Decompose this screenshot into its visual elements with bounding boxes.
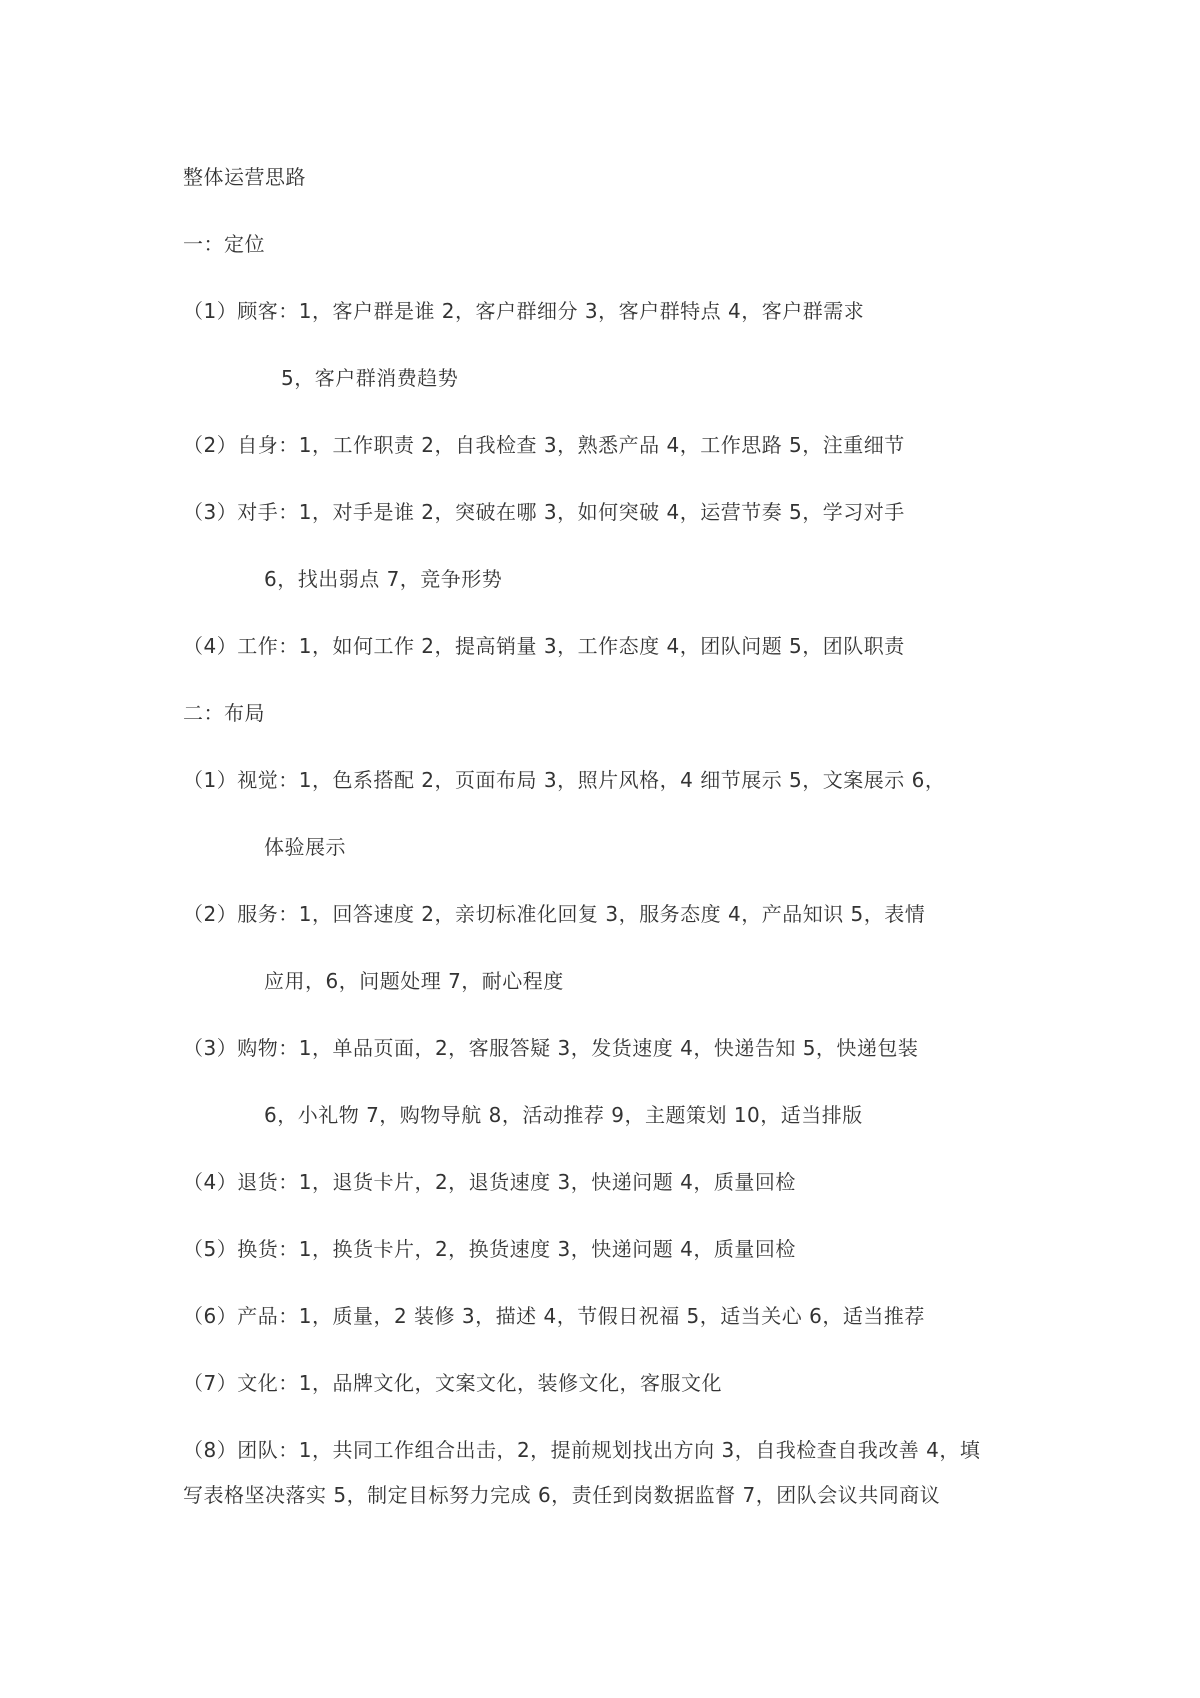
- visual-line-2: 体验展示: [264, 835, 346, 859]
- document-title: 整体运营思路: [183, 165, 306, 189]
- customer-line-1: （1）顾客：1，客户群是谁 2，客户群细分 3，客户群特点 4，客户群需求: [183, 299, 865, 323]
- service-line-1: （2）服务：1，回答速度 2，亲切标准化回复 3，服务态度 4，产品知识 5，表情: [183, 902, 926, 926]
- customer-line-2: 5，客户群消费趋势: [281, 366, 459, 390]
- section-heading-layout: 二：布局: [183, 701, 265, 725]
- shopping-line-2: 6，小礼物 7，购物导航 8，活动推荐 9，主题策划 10，适当排版: [264, 1103, 863, 1127]
- section-heading-positioning: 一：定位: [183, 232, 265, 256]
- work-line-1: （4）工作：1，如何工作 2，提高销量 3，工作态度 4，团队问题 5，团队职责: [183, 634, 905, 658]
- rival-line-2: 6，找出弱点 7，竞争形势: [264, 567, 503, 591]
- service-line-2: 应用，6，问题处理 7，耐心程度: [264, 969, 564, 993]
- self-line-1: （2）自身：1，工作职责 2，自我检查 3，熟悉产品 4，工作思路 5，注重细节: [183, 433, 905, 457]
- team-line-2: 写表格坚决落实 5，制定目标努力完成 6，责任到岗数据监督 7，团队会议共同商议: [183, 1483, 941, 1507]
- exchange-line-1: （5）换货：1，换货卡片，2，换货速度 3，快递问题 4，质量回检: [183, 1237, 796, 1261]
- visual-line-1: （1）视觉：1，色系搭配 2，页面布局 3，照片风格，4 细节展示 5，文案展示 6，: [183, 768, 946, 792]
- culture-line-1: （7）文化：1，品牌文化，文案文化，装修文化，客服文化: [183, 1371, 722, 1395]
- return-line-1: （4）退货：1，退货卡片，2，退货速度 3，快递问题 4，质量回检: [183, 1170, 796, 1194]
- team-line-1: （8）团队：1，共同工作组合出击，2，提前规划找出方向 3，自我检查自我改善 4，填: [183, 1438, 981, 1462]
- shopping-line-1: （3）购物：1，单品页面，2，客服答疑 3，发货速度 4，快递告知 5，快递包装: [183, 1036, 919, 1060]
- product-line-1: （6）产品：1，质量，2 装修 3，描述 4，节假日祝福 5，适当关心 6，适当推荐: [183, 1304, 925, 1328]
- rival-line-1: （3）对手：1，对手是谁 2，突破在哪 3，如何突破 4，运营节奏 5，学习对手: [183, 500, 905, 524]
